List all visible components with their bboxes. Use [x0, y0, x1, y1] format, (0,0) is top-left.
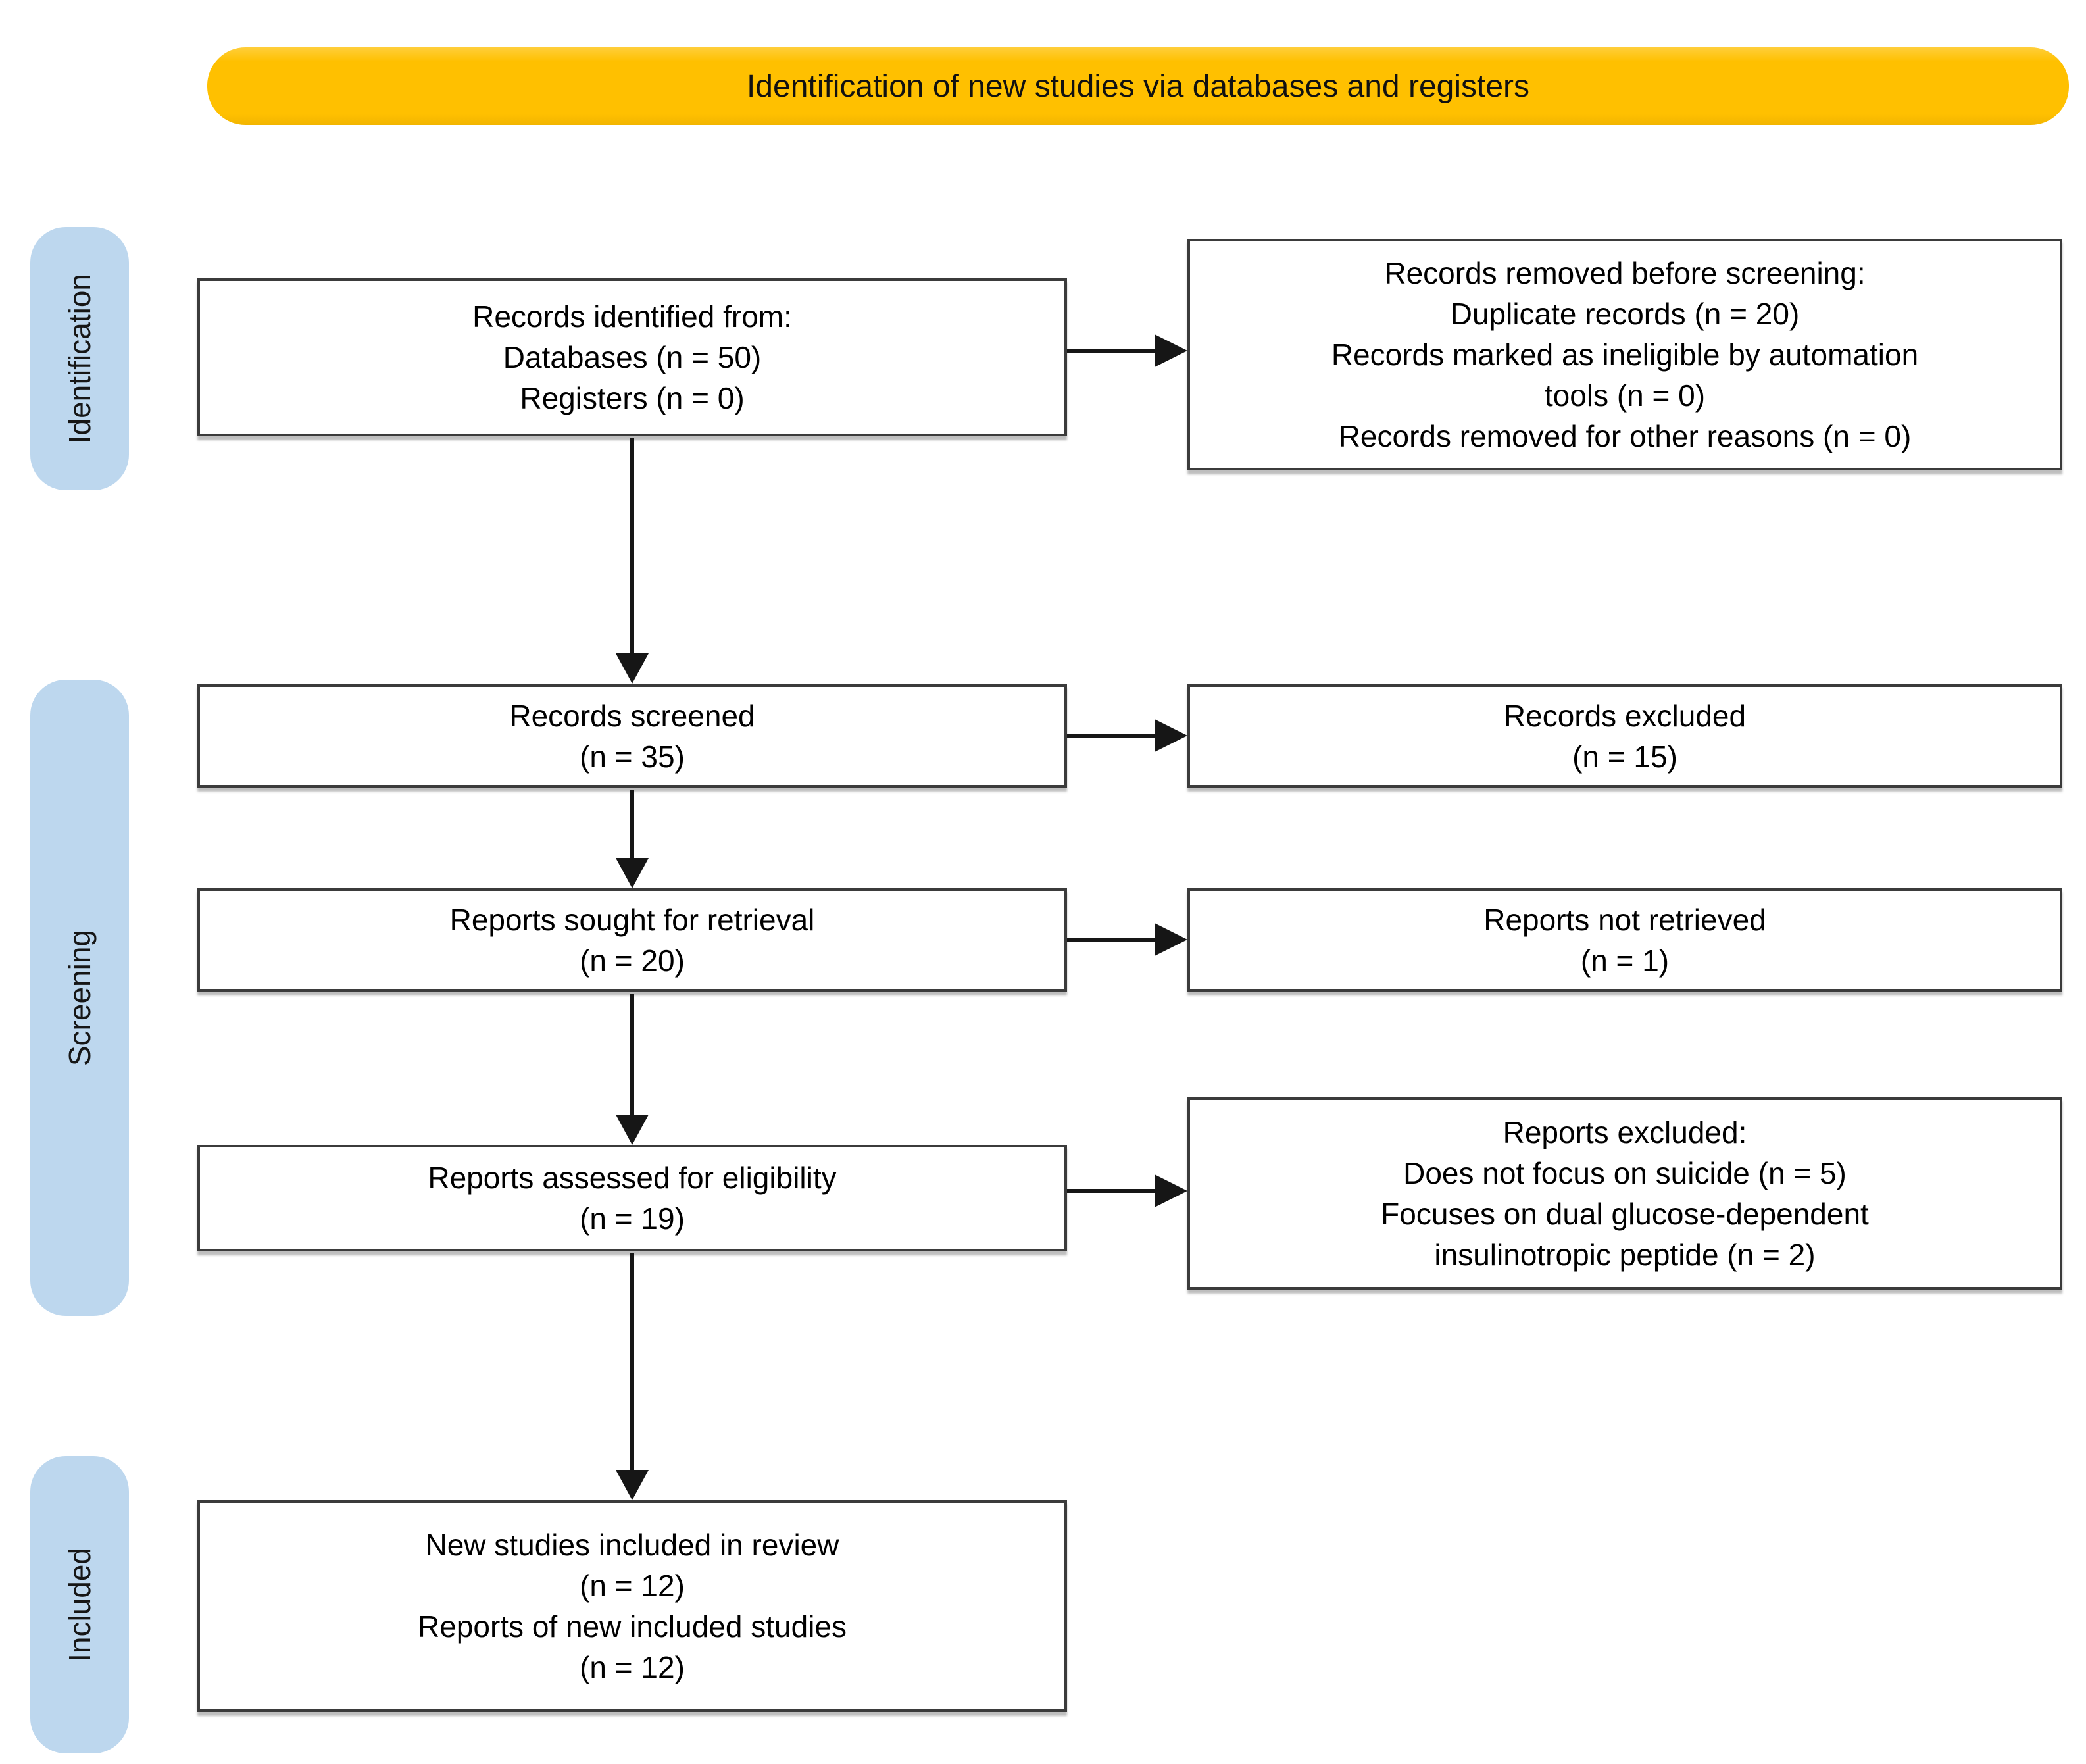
box-text-line: (n = 19) [580, 1201, 685, 1236]
box-text-line: tools (n = 0) [1544, 378, 1706, 413]
stage-pill-identification [30, 227, 129, 490]
box-reports-excluded [1187, 1097, 2062, 1290]
box-text-line: Databases (n = 50) [503, 340, 762, 374]
arrow-line [1067, 734, 1155, 738]
arrow-right-head-icon [1155, 923, 1187, 956]
box-text-line: (n = 1) [1580, 943, 1670, 978]
box-text-line: Records identified from: [472, 299, 792, 334]
stage-label-identification: Identification [62, 273, 97, 444]
box-records-excluded [1187, 684, 2062, 788]
arrow-line [630, 438, 634, 655]
box-records-screened [197, 684, 1067, 788]
box-text-line: Duplicate records (n = 20) [1450, 297, 1800, 331]
stage-label-included: Included [62, 1548, 97, 1662]
arrow-down-head-icon [616, 1115, 649, 1145]
box-text-line: Focuses on dual glucose-dependent [1381, 1197, 1869, 1231]
box-reports-sought-for-retrieval [197, 888, 1067, 992]
stage-label-screening: Screening [62, 929, 97, 1067]
box-text-line: Records screened [509, 698, 755, 733]
arrow-line [1067, 1189, 1155, 1193]
stage-pill-included [30, 1456, 129, 1753]
arrow-down-head-icon [616, 653, 649, 684]
box-text-line: (n = 20) [580, 943, 685, 978]
box-text-line: Reports excluded: [1502, 1115, 1747, 1149]
arrow-down-head-icon [616, 858, 649, 888]
box-new-studies-included-in-review [197, 1500, 1067, 1712]
box-text-line: Records excluded [1503, 698, 1747, 733]
banner-title: Identification of new studies via databases and registers [746, 68, 1530, 104]
box-text-line: Reports sought for retrieval [449, 902, 815, 937]
stage-pill-screening [30, 680, 129, 1316]
box-reports-assessed-for-eligibility [197, 1145, 1067, 1251]
box-reports-not-retrieved [1187, 888, 2062, 992]
arrow-line [630, 790, 634, 859]
box-text-line: Registers (n = 0) [520, 381, 745, 415]
box-text-line: Reports assessed for eligibility [428, 1161, 837, 1195]
arrow-down-head-icon [616, 1470, 649, 1500]
banner-identification-of-new-studies [207, 47, 2069, 125]
arrow-right-head-icon [1155, 1174, 1187, 1207]
box-text-line: Reports not retrieved [1483, 902, 1766, 937]
box-text-line: (n = 12) [580, 1569, 685, 1603]
box-text-line: Records removed before screening: [1384, 256, 1866, 290]
box-text-line: New studies included in review [425, 1528, 839, 1562]
box-text-line: (n = 35) [580, 739, 685, 774]
box-text-line: Does not focus on suicide (n = 5) [1403, 1156, 1847, 1190]
box-text-line: insulinotropic peptide (n = 2) [1434, 1238, 1816, 1272]
arrow-right-head-icon [1155, 719, 1187, 752]
box-records-removed-before-screening [1187, 239, 2062, 470]
arrow-line [1067, 349, 1155, 353]
arrow-line [1067, 938, 1155, 942]
box-text-line: Records marked as ineligible by automation [1331, 338, 1919, 372]
box-text-line: Records removed for other reasons (n = 0) [1338, 419, 1912, 453]
box-text-line: Reports of new included studies [417, 1609, 847, 1644]
arrow-line [630, 994, 634, 1116]
arrow-line [630, 1253, 634, 1471]
box-records-identified [197, 278, 1067, 436]
arrow-right-head-icon [1155, 334, 1187, 367]
box-text-line: (n = 15) [1572, 739, 1677, 774]
box-text-line: (n = 12) [580, 1650, 685, 1684]
